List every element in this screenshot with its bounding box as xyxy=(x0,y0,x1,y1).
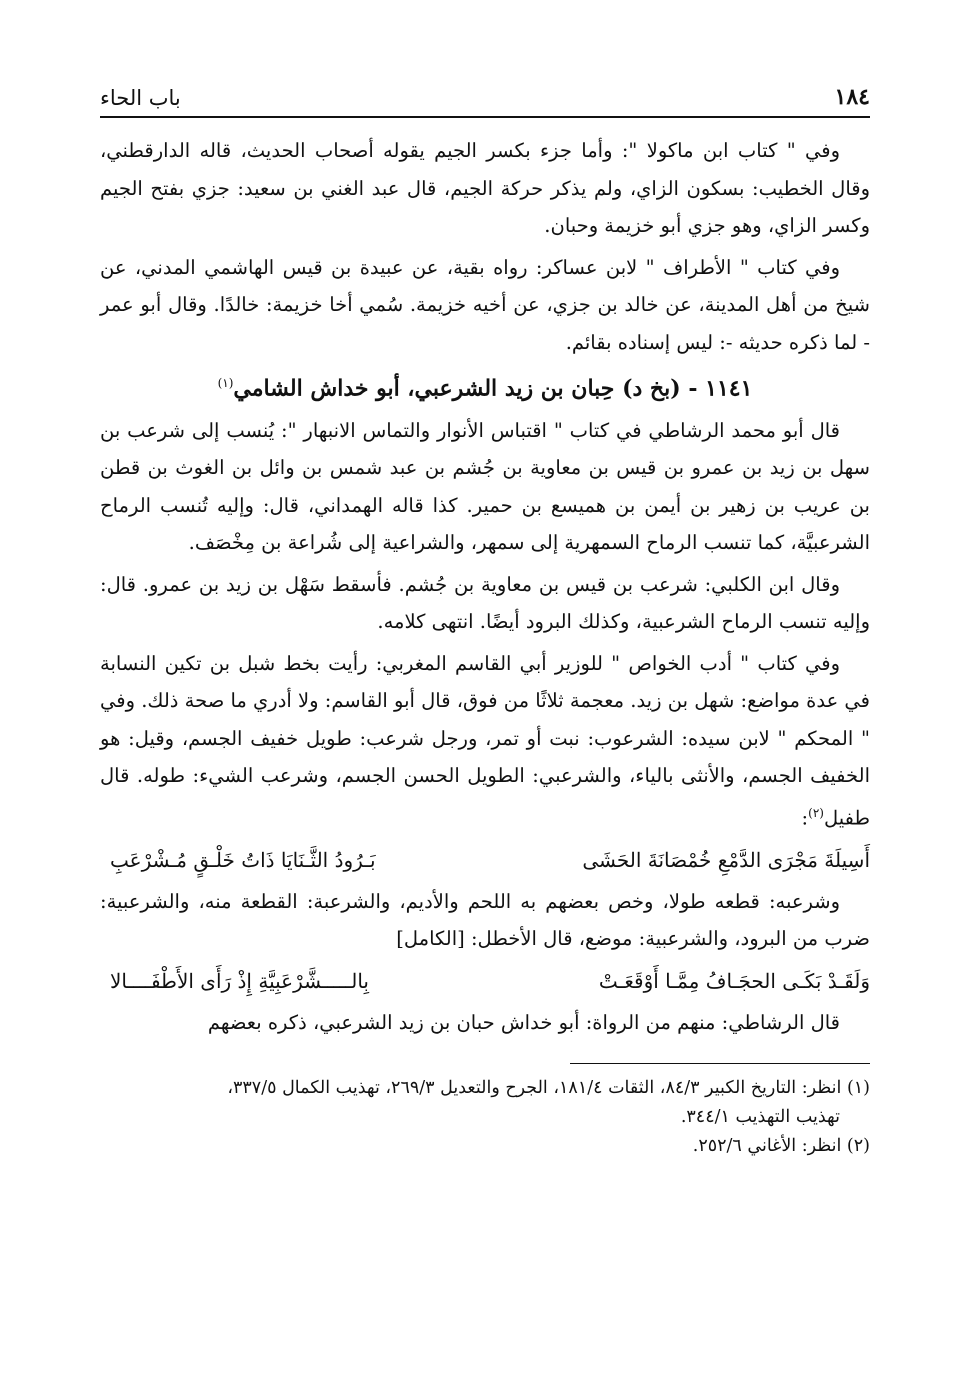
paragraph: قال الرشاطي: منهم من الرواة: أبو خداش حبان بن زيد الشرعبي، ذكره بعضهم xyxy=(207,1010,840,1034)
verse-second-hemistich: بِالـــــشَّرْعَبِيَّةِ إِذْ رَأَى الأَطْفَــــالا xyxy=(110,968,369,993)
entry-title: ١١٤١ - (بخ د) حِبان بن زيد الشرعبي، أبو خداش الشامي xyxy=(233,375,753,402)
page-header xyxy=(100,70,870,118)
verse-second-hemistich: بَـرُودُ الثَّـنَايَا ذَاتُ خَلْـقٍ مُـشْرْعَبِ xyxy=(110,847,376,872)
footnote-continuation: تهذيب التهذيب ٣٤٤/١. xyxy=(680,1107,840,1128)
entry-heading xyxy=(100,365,870,408)
poetry-verse xyxy=(100,962,870,1000)
chapter-title: باب الحاء xyxy=(100,86,181,110)
verse-first-hemistich: وَلَقَـدْ بَكَـى الحجَـافُ مِمَّـا أَوْقَعَـتْ xyxy=(598,968,870,993)
book-page xyxy=(100,70,870,1330)
footnote: (١) انظر: التاريخ الكبير ٨٤/٣، الثقات ١٨١/٤، الجرح والتعديل ٢٦٩/٣، تهذيب الكمال ٣٣٧/٥، xyxy=(227,1078,870,1099)
footnote-ref: (٢) xyxy=(808,805,824,820)
paragraph: وقال ابن الكلبي: شرعب بن قيس بن معاوية بن جُشم. فأسقط سَهْل بن زيد بن عمرو. قال: وإليه تنسب الرماح الشرعبية، وكذلك البرود أيضًا. انتهى كلامه. xyxy=(100,572,870,634)
paragraph: وشرعبه: قطعه طولا، وخص بعضهم به اللحم والأديم، والشرعبة: القطعة منه، والشرعبية: ضرب من البرود، والشرعبية: موضع، قال الأخطل: [الكامل] xyxy=(100,889,870,951)
footnote-separator xyxy=(570,1063,870,1064)
footnote-ref: (١) xyxy=(217,376,234,390)
footnote: (٢) انظر: الأغاني ٢٥٢/٦. xyxy=(692,1136,870,1157)
paragraph: قال أبو محمد الرشاطي في كتاب " اقتباس الأنوار والتماس الانبهار ": يُنسب إلى شرعب بن سهل بن زيد بن عمرو بن قيس بن معاوية بن جُشم بن عبد شمس بن وائل بن الغوث بن قطن بن عريب بن زهير بن أيمن بن هميسع بن حمير. كذا قاله الهمداني، قال: وإليه تُنسب الرماح الشرعبيَّة، كما تنسب الرماح السمهرية إلى سمهر، والشراعية إلى شُراعة بن مِخْصَف. xyxy=(100,418,870,555)
poetry-verse xyxy=(100,841,870,879)
paragraph-colon: : xyxy=(801,806,809,830)
footnotes xyxy=(100,1074,870,1161)
page-body xyxy=(100,132,870,1041)
page-number: ١٨٤ xyxy=(834,84,870,110)
paragraph-text: وفي كتاب " أدب الخواص " للوزير أبي القاسم المغربي: رأيت بخط شبل بن تكين النسابة في عدة مواضع: شهل بن زيد. معجمة ثلاثًا من فوق، قال أبو القاسم: ولا أدري ما صحة ذلك. وفي " المحكم " لابن سيده: الشرعوب: نبت أو تمر، ورجل شرعب: طويل خفيف الجسم، وقيل: هو الخفيف الجسم، والأنثى بالياء، والشرعبي: الطويل الحسن الجسم، وشرعب الشيء: طوله. قال طفيل xyxy=(100,651,870,830)
paragraph xyxy=(100,645,870,837)
paragraph: وفي كتاب " الأطراف " لابن عساكر: رواه بقية، عن عبيدة بن قيس الهاشمي المدني، عن شيخ من أهل المدينة، عن خالد بن جزي، عن أخيه خزيمة. سُمي أخا خزيمة: خالدًا. وقال أبو عمر - لما ذكره حديثه -: ليس إسناده بقائم. xyxy=(100,255,870,354)
paragraph: وفي " كتاب ابن ماكولا ": وأما جزء بكسر الجيم يقوله أصحاب الحديث، قاله الدارقطني، وقال الخطيب: بسكون الزاي، ولم يذكر حركة الجيم، قال عبد الغني بن سعيد: جزي بفتح الجيم وكسر الزاي، وهو جزي أبو خزيمة وحبان. xyxy=(100,139,870,237)
verse-first-hemistich: أَسِيلَةَ مَجْرَى الدَّمْعِ خُمْصَانَةَ الحَشَى xyxy=(582,847,870,872)
